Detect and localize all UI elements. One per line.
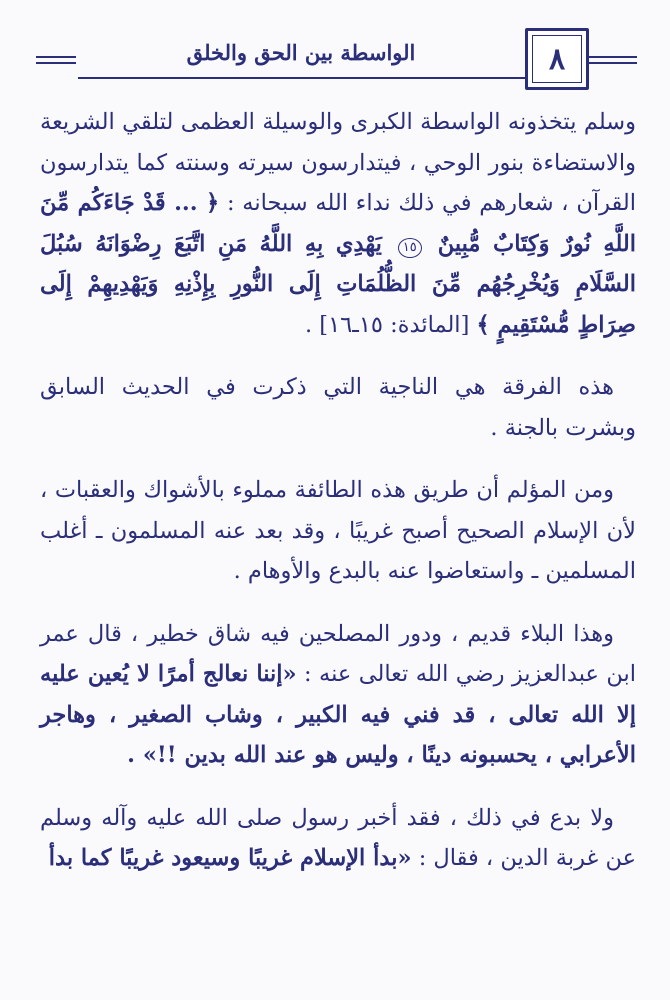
- umar-quote: «إننا نعالج أمرًا لا يُعين عليه إلا الله تعالى ، قد فني فيه الكبير ، وشاب الصغير ، وهاجر الأعرابي ، يحسبونه دينًا ، وليس هو عند الله بدين !!» .: [40, 661, 636, 768]
- header-rule-right: [589, 56, 637, 58]
- paragraph-5: [40, 798, 636, 879]
- paragraph-1: [40, 102, 636, 345]
- page-number-box: [525, 28, 589, 90]
- quran-verse-part-1: ﴿ ... قَدْ جَاءَكُم مِّنَ اللَّهِ نُورٌ وَكِتَابٌ مُّبِينٌ: [40, 190, 636, 257]
- hadith-quote: «بدأ الإسلام غريبًا وسيعود غريبًا كما بدأ: [48, 845, 412, 871]
- page-number: ٨: [548, 41, 566, 77]
- paragraph-1-text: وسلم يتخذونه الواسطة الكبرى والوسيلة العظمى لتلقي الشريعة والاستضاءة بنور الوحي ، فيتدارسون سيرته وسنته كما يتدارسون القرآن ، شعارهم في ذلك نداء الله سبحانه :: [40, 109, 636, 216]
- quran-reference: [المائدة: ١٥ـ١٦] .: [304, 311, 470, 338]
- paragraph-4: [40, 614, 636, 776]
- paragraph-3-text: ومن المؤلم أن طريق هذه الطائفة مملوء بالأشواك والعقبات ، لأن الإسلام الصحيح أصبح غريبًا ، وقد بعد عنه المسلمون ـ أغلب المسلمين ـ واستعاضوا عنه بالبدع والأوهام .: [40, 477, 636, 584]
- running-title: الواسطة بين الحق والخلق: [186, 40, 416, 65]
- paragraph-4-text: وهذا البلاء قديم ، ودور المصلحين فيه شاق خطير ، قال عمر ابن عبدالعزيز رضي الله تعالى عنه :: [40, 620, 636, 687]
- quran-verse-part-2: يَهْدِي بِهِ اللَّهُ مَنِ اتَّبَعَ رِضْوَانَهُ سُبُلَ السَّلَامِ وَيُخْرِجُهُم مِّنَ الظُّلُمَاتِ إِلَى النُّورِ بِإِذْنِهِ وَيَهْدِيهِمْ إِلَى صِرَاطٍ مُّسْتَقِيمٍ ﴾: [40, 230, 636, 338]
- paragraph-2-text: هذه الفرقة هي الناجية التي ذكرت في الحديث السابق وبشرت بالجنة .: [40, 374, 636, 441]
- paragraph-2: [40, 367, 636, 448]
- header-rule-middle: [78, 77, 525, 79]
- body-text: [40, 102, 636, 879]
- header-rule-right-2: [589, 62, 637, 64]
- header-rule-left: [36, 56, 76, 58]
- paragraph-3: [40, 470, 636, 592]
- page-header: [0, 28, 670, 98]
- header-rule-left-2: [36, 62, 76, 64]
- ayah-number-marker: ١٥: [398, 238, 422, 258]
- paragraph-5-text: ولا بدع في ذلك ، فقد أخبر رسول صلى الله عليه وآله وسلم عن غربة الدين ، فقال :: [40, 804, 636, 871]
